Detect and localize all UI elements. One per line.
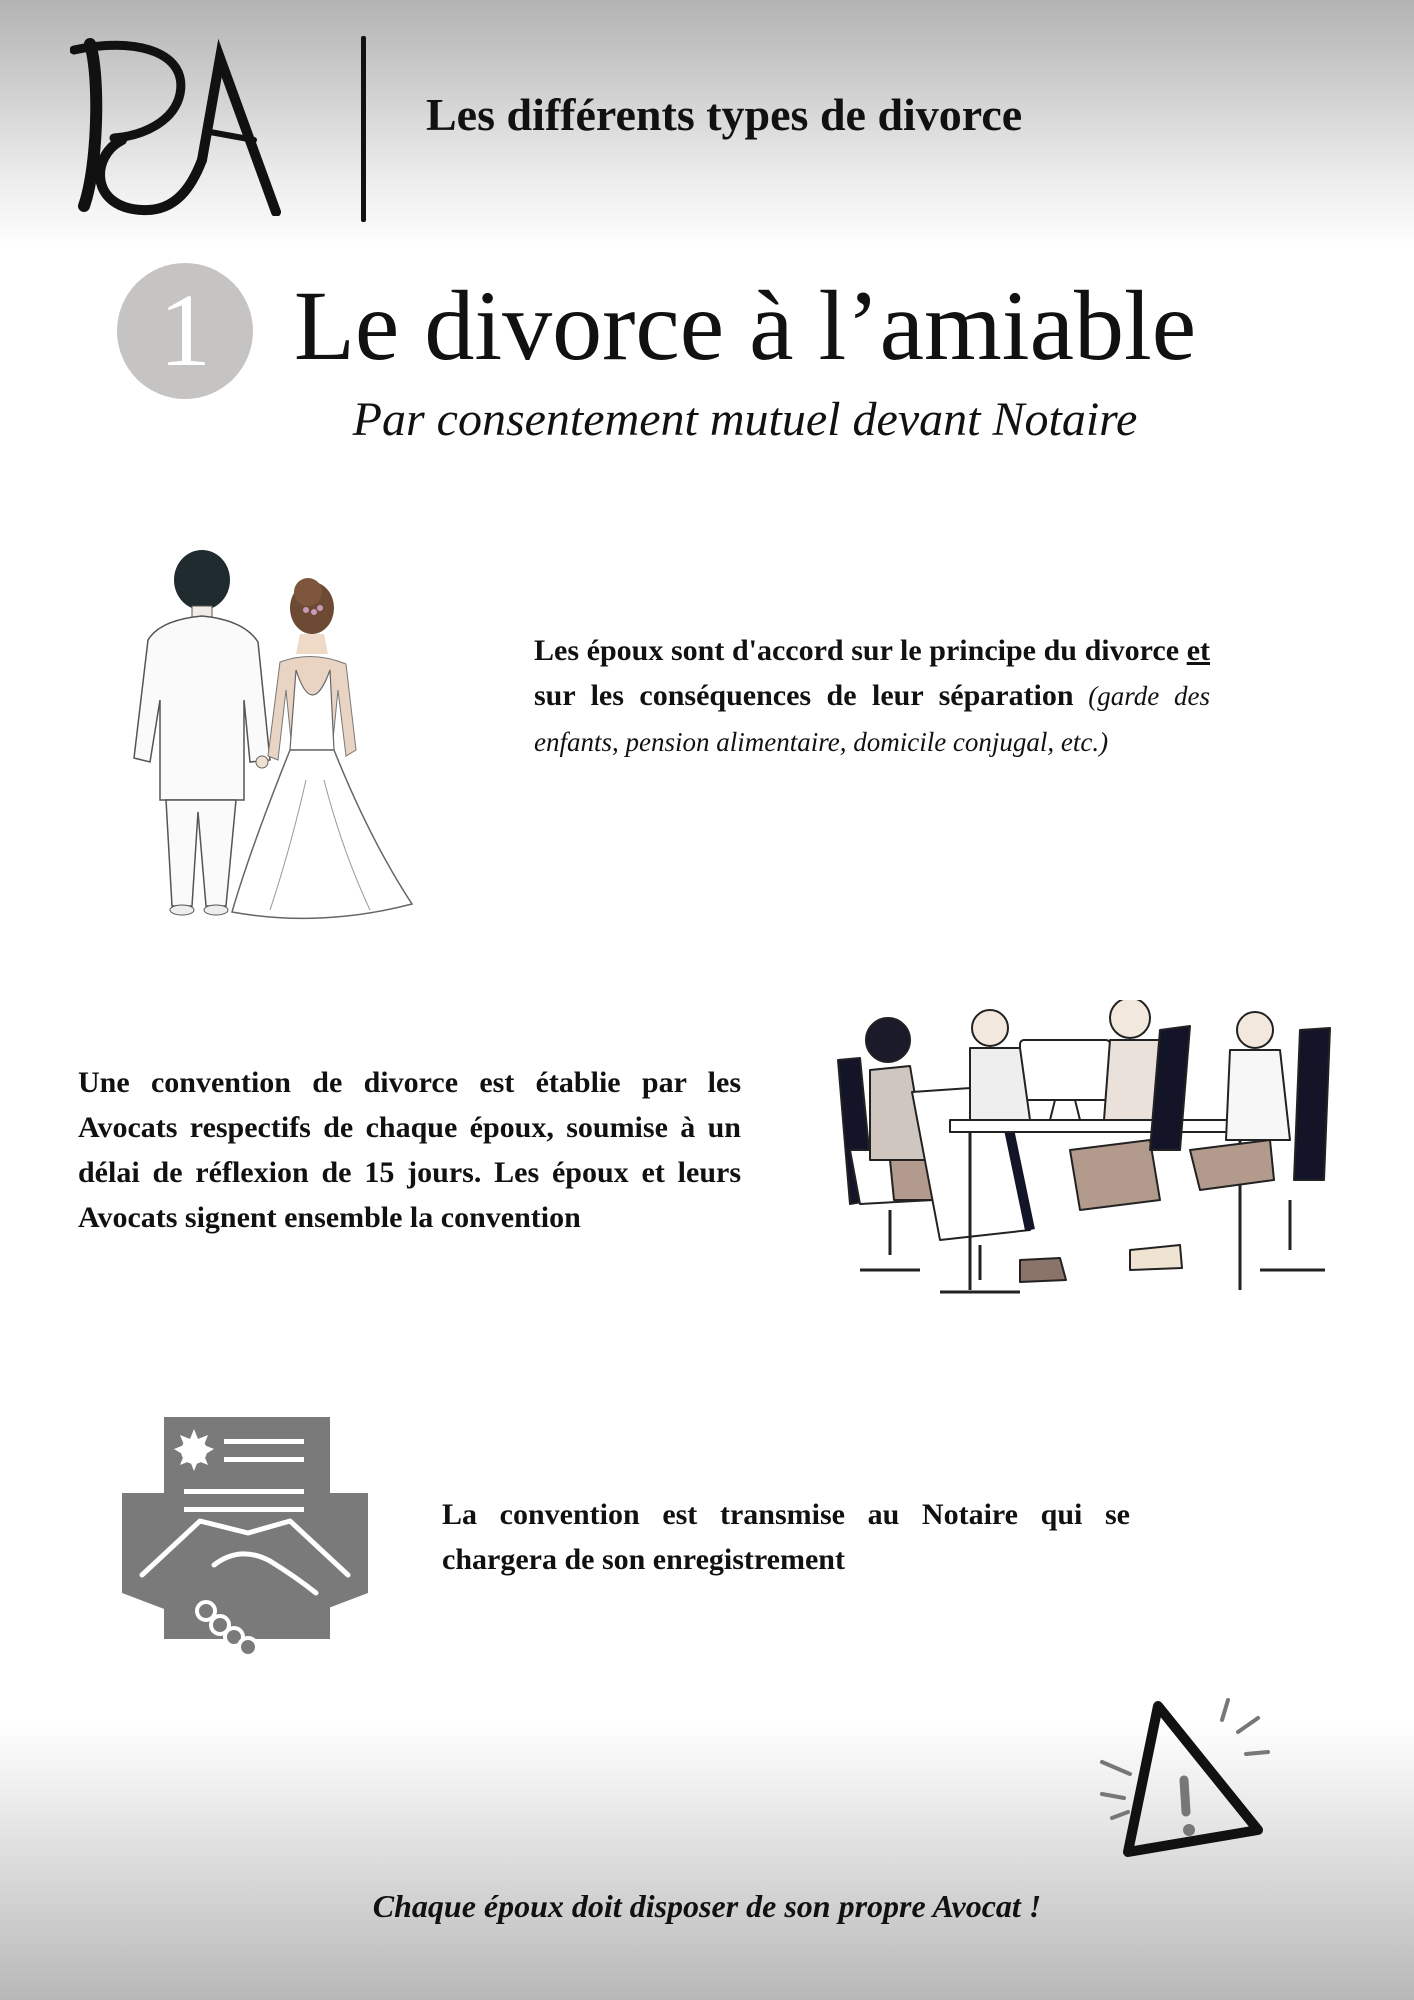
header-title: Les différents types de divorce [426,89,1023,140]
page-subtitle: Par consentement mutuel devant Notaire [352,393,1138,446]
section-1-lead-end: sur les conséquences de leur séparation [534,679,1074,712]
section-1-text [534,628,1210,765]
section-1-note: (garde des enfants, pension alimentaire, domicile conjugal, etc.) [534,681,1210,757]
section-1-emphasis: et [1186,634,1210,667]
section-2-text: Une convention de divorce est établie par les Avocats respectifs de chaque époux, soumise à un délai de réflexion de 15 jours. Les époux et leurs Avocats signent ensemble la convention [78,1066,741,1234]
meeting-table-illustration [830,1000,1340,1305]
header-divider [361,36,366,222]
footer-note: Chaque époux doit disposer de son propre Avocat ! [372,1888,1042,1924]
bride-and-groom-illustration [120,550,440,920]
ra-logo [70,36,305,216]
page-title: Le divorce à l’amiable [293,270,1197,381]
step-number: 1 [159,273,211,388]
section-1-lead: Les époux sont d'accord sur le principe du divorce [534,634,1187,667]
warning-icon [1098,1690,1273,1865]
section-3-text: La convention est transmise au Notaire qui se chargera de son enregistrement [442,1498,1130,1576]
contract-handshake-icon [120,1415,370,1665]
